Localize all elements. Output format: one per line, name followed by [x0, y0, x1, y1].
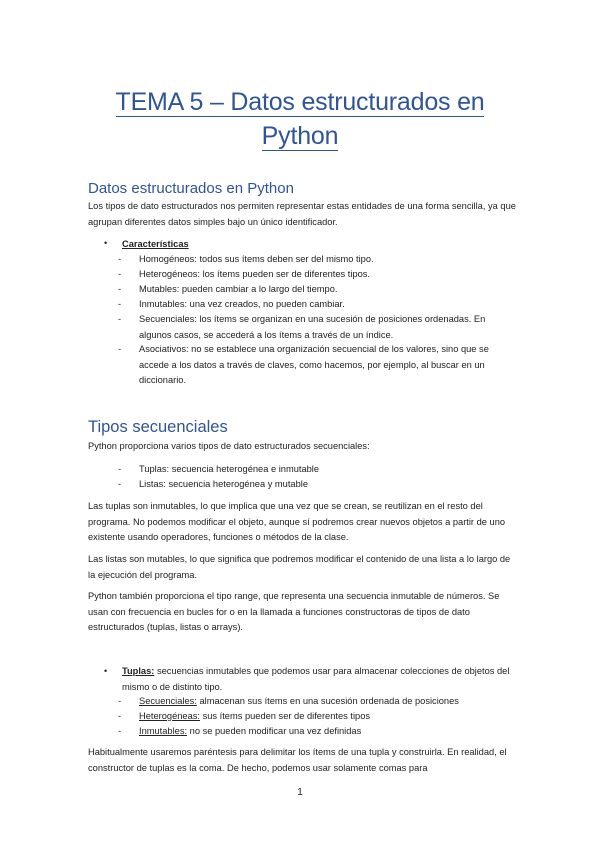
- list-item-text: [139, 724, 499, 740]
- caracteristicas-label: [122, 237, 189, 253]
- list-item-text: Asociativos: no se establece una organización secuencial de los valores, sino que se accede a los datos a través de claves, como hacemos, por ejemplo, al buscar en un diccionario.: [139, 344, 489, 385]
- dash-icon: -: [118, 314, 122, 324]
- list-item-label: Heterogéneas:: [139, 711, 200, 721]
- bullet-icon: •: [104, 666, 108, 676]
- dash-icon: -: [118, 299, 122, 309]
- list-item-text: Homogéneos: todos sus ítems deben ser del mismo tipo.: [139, 254, 374, 264]
- paragraph-range: Python también proporciona el tipo range, que representa una secuencia inmutable de números. Se usan con frecuencia en bucles for o en la llamada a funciones constructoras de tipos de dato estructurados (tuplas, listas o arrays).: [88, 591, 500, 632]
- title-line-2: Python: [261, 122, 339, 150]
- tuplas-description: secuencias inmutables que podemos usar para almacenar colecciones de objetos del mismo o de distinto tipo.: [122, 666, 510, 692]
- list-item: [118, 342, 518, 390]
- tuplas-label: Tuplas:: [122, 666, 155, 676]
- list-item-text: Inmutables: una vez creados, no pueden cambiar.: [139, 299, 345, 309]
- section2-intro: Python proporciona varios tipos de dato estructurados secuenciales:: [88, 441, 370, 451]
- dash-icon: -: [118, 344, 122, 354]
- list-item-text: Listas: secuencia heterogénea y mutable: [139, 479, 309, 489]
- tuplas-bullet: [122, 664, 518, 695]
- page-number: 1: [297, 787, 303, 798]
- dash-icon: -: [118, 726, 122, 736]
- dash-icon: -: [118, 464, 122, 474]
- list-item-text: Tuplas: secuencia heterogénea e inmutable: [139, 464, 320, 474]
- list-item-text: [139, 694, 499, 710]
- list-item-text: Secuenciales: los ítems se organizan en una sucesión de posiciones ordenadas. En algunos casos, se accederá a los ítems a través de un índice.: [139, 314, 486, 340]
- list-item-label: Secuenciales:: [139, 696, 197, 706]
- paragraph-tuplas: Las tuplas son inmutables, lo que implica que una vez que se crean, se reutilizan en el resto del programa. No podemos modificar el objeto, aunque sí podremos crear nuevos objetos a partir de uno existente usando operadores, funciones o métodos de la clase.: [88, 501, 506, 542]
- document-title: [60, 86, 540, 152]
- list-item-desc: sus ítems pueden ser de diferentes tipos: [200, 711, 371, 721]
- list-item-desc: no se pueden modificar una vez definidas: [187, 726, 362, 736]
- list-item-text: Mutables: pueden cambiar a lo largo del tiempo.: [139, 284, 338, 294]
- section-heading-datos-estructurados: Datos estructurados en Python: [88, 180, 294, 197]
- dash-icon: -: [118, 284, 122, 294]
- section1-intro: Los tipos de dato estructurados nos permiten representar estas entidades de una forma sencilla, ya que agrupan diferentes datos simples bajo un único identificador.: [88, 201, 516, 227]
- list-item: [118, 312, 518, 344]
- list-item-text: [139, 709, 499, 725]
- caracteristicas-label-text: Características: [122, 239, 189, 249]
- bullet-icon: •: [104, 238, 108, 248]
- paragraph-parentesis: Habitualmente usaremos paréntesis para delimitar los ítems de una tupla y construirla. En realidad, el constructor de tuplas es la coma. De hecho, podemos usar solamente comas para: [88, 747, 507, 773]
- list-item-label: Inmutables:: [139, 726, 188, 736]
- list-item-desc: almacenan sus ítems en una sucesión ordenada de posiciones: [196, 696, 459, 706]
- dash-icon: -: [118, 269, 122, 279]
- dash-icon: -: [118, 479, 122, 489]
- section-heading-tipos-secuenciales: Tipos secuenciales: [88, 418, 228, 436]
- dash-icon: -: [118, 711, 122, 721]
- dash-icon: -: [118, 696, 122, 706]
- paragraph-listas: Las listas son mutables, lo que significa que podremos modificar el contenido de una lista a lo largo de la ejecución del programa.: [88, 554, 511, 580]
- list-item-text: Heterogéneos: los ítems pueden ser de diferentes tipos.: [139, 269, 371, 279]
- dash-icon: -: [118, 254, 122, 264]
- title-line-1: TEMA 5 – Datos estructurados en: [115, 88, 485, 116]
